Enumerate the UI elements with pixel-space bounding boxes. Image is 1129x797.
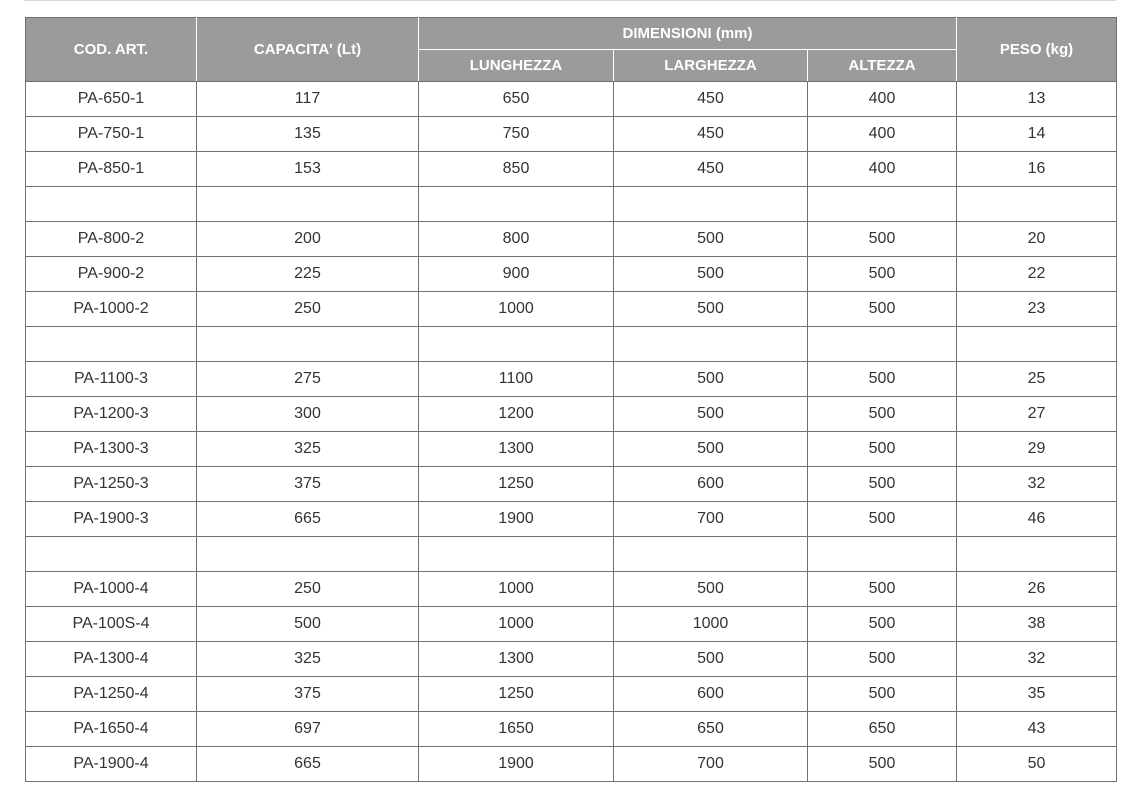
cell-capacita: 665 [197,502,419,537]
top-divider [24,0,1116,1]
cell-capacita [197,187,419,222]
cell-lunghezza: 650 [419,82,614,117]
cell-altezza: 500 [808,467,957,502]
cell-altezza: 500 [808,607,957,642]
cell-cod-art [26,537,197,572]
cell-altezza: 500 [808,502,957,537]
cell-altezza: 500 [808,397,957,432]
cell-larghezza: 500 [614,397,808,432]
cell-larghezza: 450 [614,152,808,187]
cell-larghezza: 500 [614,362,808,397]
cell-capacita: 325 [197,432,419,467]
cell-cod-art: PA-100S-4 [26,607,197,642]
cell-capacita: 325 [197,642,419,677]
cell-peso: 13 [957,82,1117,117]
cell-larghezza: 600 [614,467,808,502]
table-row [26,432,1117,467]
cell-cod-art: PA-1250-3 [26,467,197,502]
table-row [26,642,1117,677]
cell-cod-art: PA-1300-4 [26,642,197,677]
cell-cod-art [26,327,197,362]
table-row [26,677,1117,712]
cell-larghezza: 600 [614,677,808,712]
table-row [26,327,1117,362]
cell-altezza: 400 [808,152,957,187]
cell-capacita: 250 [197,292,419,327]
cell-cod-art: PA-900-2 [26,257,197,292]
cell-lunghezza: 1000 [419,607,614,642]
cell-peso: 20 [957,222,1117,257]
cell-larghezza: 500 [614,642,808,677]
cell-cod-art: PA-1900-4 [26,747,197,782]
cell-peso: 23 [957,292,1117,327]
header-larghezza: LARGHEZZA [614,50,808,82]
table-row [26,222,1117,257]
table-row [26,607,1117,642]
cell-altezza: 400 [808,82,957,117]
table-row [26,152,1117,187]
cell-capacita: 375 [197,467,419,502]
cell-lunghezza: 850 [419,152,614,187]
cell-larghezza: 500 [614,257,808,292]
cell-larghezza [614,327,808,362]
cell-cod-art: PA-1300-3 [26,432,197,467]
cell-altezza: 500 [808,292,957,327]
cell-cod-art: PA-650-1 [26,82,197,117]
cell-larghezza [614,187,808,222]
cell-cod-art [26,187,197,222]
cell-lunghezza: 900 [419,257,614,292]
cell-capacita: 200 [197,222,419,257]
cell-cod-art: PA-850-1 [26,152,197,187]
cell-capacita: 225 [197,257,419,292]
cell-peso: 32 [957,642,1117,677]
cell-cod-art: PA-750-1 [26,117,197,152]
cell-peso: 46 [957,502,1117,537]
cell-altezza: 500 [808,257,957,292]
cell-cod-art: PA-1100-3 [26,362,197,397]
cell-cod-art: PA-1000-2 [26,292,197,327]
cell-lunghezza: 1300 [419,642,614,677]
cell-cod-art: PA-1250-4 [26,677,197,712]
cell-altezza: 500 [808,572,957,607]
cell-lunghezza: 1000 [419,292,614,327]
cell-altezza [808,187,957,222]
cell-peso: 29 [957,432,1117,467]
cell-lunghezza: 1300 [419,432,614,467]
cell-lunghezza: 1900 [419,502,614,537]
cell-capacita [197,537,419,572]
cell-peso: 16 [957,152,1117,187]
cell-peso [957,327,1117,362]
cell-lunghezza: 1000 [419,572,614,607]
cell-lunghezza: 1250 [419,677,614,712]
cell-larghezza: 650 [614,712,808,747]
cell-peso [957,537,1117,572]
cell-larghezza: 450 [614,117,808,152]
cell-larghezza: 500 [614,222,808,257]
table-row [26,187,1117,222]
product-spec-table [25,17,1117,782]
cell-peso: 25 [957,362,1117,397]
cell-capacita: 500 [197,607,419,642]
cell-larghezza: 500 [614,292,808,327]
cell-peso: 22 [957,257,1117,292]
cell-capacita: 117 [197,82,419,117]
cell-larghezza: 1000 [614,607,808,642]
header-cod-art: COD. ART. [26,18,197,82]
cell-altezza: 500 [808,747,957,782]
cell-lunghezza: 750 [419,117,614,152]
cell-altezza: 500 [808,222,957,257]
table-row [26,117,1117,152]
table-row [26,712,1117,747]
cell-capacita: 135 [197,117,419,152]
cell-capacita: 665 [197,747,419,782]
cell-larghezza: 500 [614,432,808,467]
table-header [26,18,1117,82]
cell-peso: 14 [957,117,1117,152]
cell-larghezza: 500 [614,572,808,607]
table-row [26,257,1117,292]
cell-capacita: 375 [197,677,419,712]
header-capacita: CAPACITA' (Lt) [197,18,419,82]
table-row [26,362,1117,397]
cell-peso: 38 [957,607,1117,642]
cell-peso [957,187,1117,222]
cell-altezza [808,537,957,572]
table-row [26,747,1117,782]
cell-lunghezza: 1200 [419,397,614,432]
cell-altezza: 500 [808,642,957,677]
cell-altezza: 500 [808,677,957,712]
cell-lunghezza: 1650 [419,712,614,747]
table-row [26,572,1117,607]
table-row [26,292,1117,327]
table-row [26,82,1117,117]
cell-lunghezza: 800 [419,222,614,257]
cell-lunghezza: 1100 [419,362,614,397]
cell-altezza: 650 [808,712,957,747]
cell-capacita: 697 [197,712,419,747]
cell-peso: 43 [957,712,1117,747]
cell-lunghezza: 1900 [419,747,614,782]
cell-cod-art: PA-1000-4 [26,572,197,607]
cell-capacita: 250 [197,572,419,607]
cell-peso: 26 [957,572,1117,607]
cell-lunghezza: 1250 [419,467,614,502]
cell-altezza [808,327,957,362]
table-row [26,502,1117,537]
table-row [26,537,1117,572]
cell-peso: 32 [957,467,1117,502]
cell-capacita: 300 [197,397,419,432]
cell-larghezza: 700 [614,502,808,537]
header-altezza: ALTEZZA [808,50,957,82]
cell-lunghezza [419,327,614,362]
cell-larghezza [614,537,808,572]
cell-larghezza: 450 [614,82,808,117]
cell-altezza: 500 [808,432,957,467]
cell-lunghezza [419,187,614,222]
cell-capacita: 153 [197,152,419,187]
cell-capacita [197,327,419,362]
cell-peso: 35 [957,677,1117,712]
cell-altezza: 400 [808,117,957,152]
cell-capacita: 275 [197,362,419,397]
cell-cod-art: PA-1200-3 [26,397,197,432]
cell-cod-art: PA-800-2 [26,222,197,257]
cell-peso: 27 [957,397,1117,432]
cell-larghezza: 700 [614,747,808,782]
cell-peso: 50 [957,747,1117,782]
table-row [26,397,1117,432]
cell-altezza: 500 [808,362,957,397]
table-body [26,82,1117,782]
header-row-top [26,18,1117,50]
header-dimensioni: DIMENSIONI (mm) [419,18,957,50]
header-lunghezza: LUNGHEZZA [419,50,614,82]
header-peso: PESO (kg) [957,18,1117,82]
cell-cod-art: PA-1650-4 [26,712,197,747]
table-row [26,467,1117,502]
cell-lunghezza [419,537,614,572]
cell-cod-art: PA-1900-3 [26,502,197,537]
